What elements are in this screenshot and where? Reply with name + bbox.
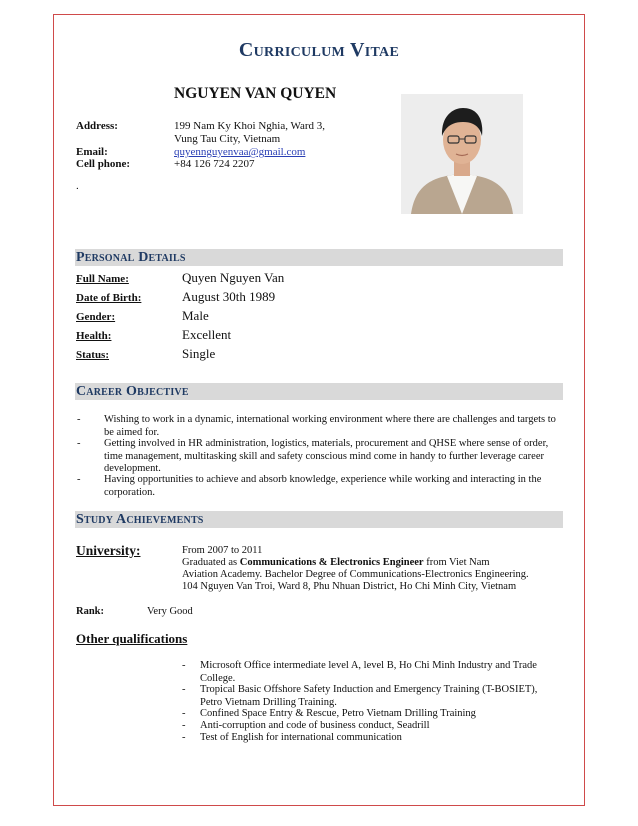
personal-label-fullname: Full Name: xyxy=(76,273,129,285)
bullet-dash: - xyxy=(182,660,186,671)
grad-suffix: from Viet Nam xyxy=(423,557,490,568)
phone-label: Cell phone: xyxy=(76,158,131,170)
cv-title: Curriculum Vitae xyxy=(238,39,400,61)
career-item-3: Having opportunities to achieve and absorb knowledge, experience while working and interacting in the corporation. xyxy=(104,474,542,498)
qualification-item-5: Test of English for international communication xyxy=(200,732,402,743)
personal-value-gender: Male xyxy=(182,308,209,323)
address-line-2: Vung Tau City, Vietnam xyxy=(174,133,281,145)
graduation-line-3: 104 Nguyen Van Troi, Ward 8, Phu Nhuan District, Ho Chi Minh City, Vietnam xyxy=(182,581,517,592)
university-label: University: xyxy=(76,543,141,558)
personal-label-gender: Gender: xyxy=(76,311,116,323)
email-link[interactable]: quyennguyenvaa@gmail.com xyxy=(174,146,306,158)
grad-degree: Communications & Electronics Engineer xyxy=(239,557,424,568)
personal-label-dob: Date of Birth: xyxy=(76,292,142,304)
rank-value: Very Good xyxy=(147,606,193,617)
candidate-name: NGUYEN VAN QUYEN xyxy=(174,85,337,102)
profile-photo xyxy=(401,94,523,214)
section-title-personal: Personal Details xyxy=(76,250,186,265)
phone-value: +84 126 724 2207 xyxy=(174,158,255,170)
personal-value-fullname: Quyen Nguyen Van xyxy=(182,270,285,285)
graduation-line-1 xyxy=(182,557,490,568)
bullet-dash: - xyxy=(182,708,186,719)
email-label: Email: xyxy=(76,146,108,158)
personal-value-health: Excellent xyxy=(182,327,232,342)
qualification-item-1: Microsoft Office intermediate level A, level B, Ho Chi Minh Industry and Trade College. xyxy=(200,660,537,684)
qualification-item-4: Anti-corruption and code of business conduct, Seadrill xyxy=(200,720,430,731)
bullet-dash: - xyxy=(77,414,81,425)
career-item-1: Wishing to work in a dynamic, international working environment where there are challenges and targets to be aimed for. xyxy=(104,414,556,438)
qualification-item-3: Confined Space Entry & Rescue, Petro Vietnam Drilling Training xyxy=(200,708,476,719)
personal-label-status: Status: xyxy=(76,349,110,361)
personal-value-dob: August 30th 1989 xyxy=(182,289,276,304)
bullet-dash: - xyxy=(77,438,81,449)
address-line-1: 199 Nam Ky Khoi Nghia, Ward 3, xyxy=(174,120,326,132)
bullet-dash: - xyxy=(77,474,81,485)
rank-label: Rank: xyxy=(76,606,105,617)
career-item-2: Getting involved in HR administration, logistics, materials, procurement and QHSE where sense of order, time management, multitasking skill and safety conscious mind come in handy to further leverage career development. xyxy=(104,438,549,474)
other-qualifications-title: Other qualifications xyxy=(76,631,188,646)
personal-label-health: Health: xyxy=(76,330,112,342)
bullet-dash: - xyxy=(182,732,186,743)
graduation-line-2: Aviation Academy. Bachelor Degree of Communications-Electronics Engineering. xyxy=(182,569,529,580)
qualification-item-2: Tropical Basic Offshore Safety Induction and Emergency Training (T-BOSIET), Petro Vietnam Drilling Training. xyxy=(200,684,538,708)
bullet-dash: - xyxy=(182,720,186,731)
stray-mark: . xyxy=(76,180,79,192)
grad-prefix: Graduated as xyxy=(182,557,240,568)
address-label: Address: xyxy=(76,120,118,132)
study-period: From 2007 to 2011 xyxy=(182,545,263,556)
section-title-study: Study Achievements xyxy=(76,512,204,527)
portrait-illustration xyxy=(401,94,523,214)
bullet-dash: - xyxy=(182,684,186,695)
personal-value-status: Single xyxy=(182,346,216,361)
section-title-career: Career Objective xyxy=(76,384,189,399)
